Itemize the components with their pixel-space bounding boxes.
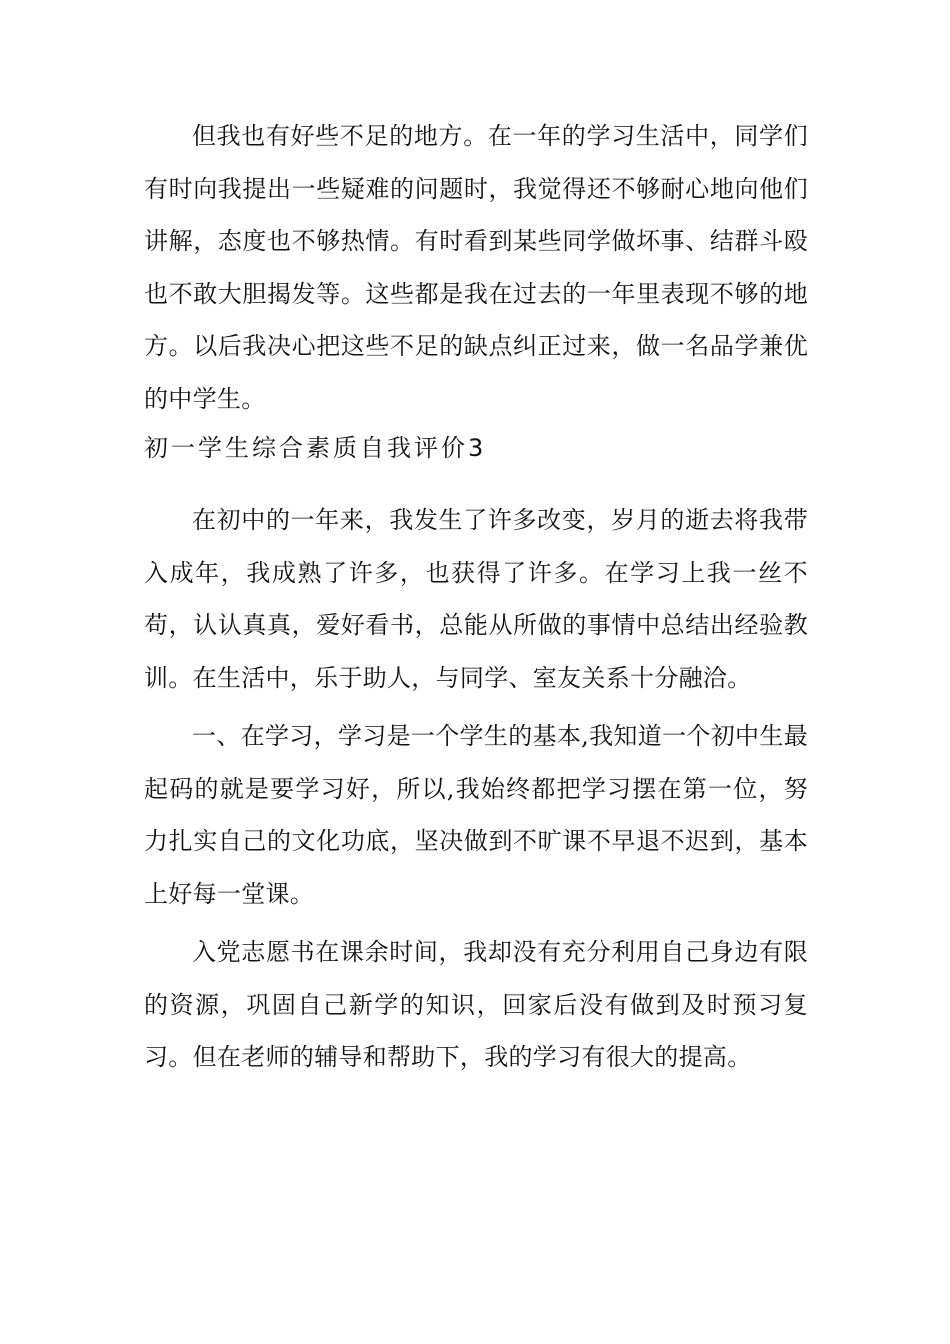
section-heading: 初一学生综合素质自我评价3 <box>144 434 487 462</box>
paragraph-study: 一、在学习，学习是一个学生的基本,我知道一个初中生最起码的就是要学习好，所以,我始终都把学习摆在第一位，努力扎实自己的文化功底，坚决做到不旷课不早退不迟到，基本上好每一堂课。 <box>144 722 808 908</box>
paragraph-after-class: 入党志愿书在课余时间，我却没有充分利用自己身边有限的资源，巩固自己新学的知识，回家后没有做到及时预习复习。但在老师的辅导和帮助下，我的学习有很大的提高。 <box>144 938 808 1071</box>
paragraph-intro: 在初中的一年来，我发生了许多改变，岁月的逝去将我带入成年，我成熟了许多，也获得了许多。在学习上我一丝不苟，认认真真，爱好看书，总能从所做的事情中总结出经验教训。在生活中，乐于助人，与同学、室友关系十分融洽。 <box>144 506 808 692</box>
paragraph-shortcomings: 但我也有好些不足的地方。在一年的学习生活中，同学们有时向我提出一些疑难的问题时，我觉得还不够耐心地向他们讲解，态度也不够热情。有时看到某些同学做坏事、结群斗殴也不敢大胆揭发等。这些都是我在过去的一年里表现不够的地方。以后我决心把这些不足的缺点纠正过来，做一名品学兼优的中学生。 <box>144 122 808 413</box>
